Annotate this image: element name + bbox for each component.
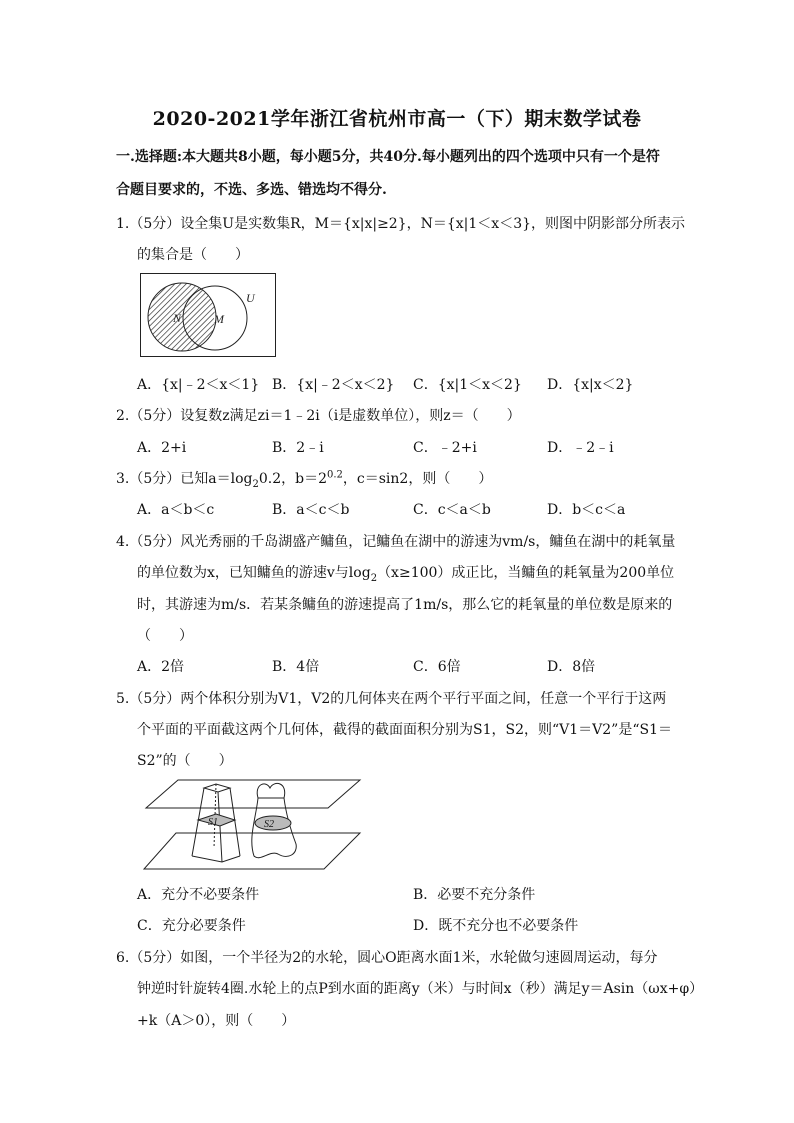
q3-log-base: 2 [252,478,259,490]
q4-log-base: 2 [370,572,378,584]
q5-option-c: C．充分必要条件 [137,918,246,934]
q4-stem-line4: （ ） [137,628,193,644]
q3-stem-part2: 0.2，b＝2 [258,471,327,487]
q1-venn-diagram [140,273,276,357]
q5-stem-line3: S2”的（ ） [137,753,233,769]
q2-option-d: D．﹣2﹣i [547,440,614,456]
section-instruction-line1: 一.选择题:本大题共8小题，每小题5分，共40分.每小题列出的四个选项中只有一个是符 [116,149,660,165]
label-u: U [246,291,255,305]
q4-stem-line3: 时，其游速为m/s．若某条鳙鱼的游速提高了1m/s，那么它的耗氧量的单位数是原来的 [137,597,673,613]
q3-stem-part3: ，c＝sin2，则（ ） [342,471,493,487]
q3-option-b: B．a＜c＜b [272,502,350,518]
q1-option-a: A．{x|﹣2＜x＜1} [137,377,260,393]
q3-stem [116,468,492,490]
q4-line2-part2: （x≥100）成正比，当鳙鱼的耗氧量为200单位 [377,565,675,581]
q3-option-a: A．a＜b＜c [137,502,215,518]
page-title: 2020-2021学年浙江省杭州市高一（下）期末数学试卷 [152,108,642,130]
label-n: N [173,311,182,325]
q5-stem-line2: 个平面的平面截这两个几何体，截得的截面面积分别为S1，S2，则“V1＝V2”是“S1＝ [137,722,672,738]
q6-stem-line2: 钟逆时针旋转4圈.水轮上的点P到水面的距离y（米）与时间x（秒）满足y＝Asin（ωx+φ） [137,981,704,997]
q5-option-b: B．必要不充分条件 [413,887,536,903]
q2-option-c: C．﹣2+i [413,440,477,456]
q5-option-a: A．充分不必要条件 [137,887,260,903]
q2-option-b: B．2﹣i [272,440,324,456]
q4-option-a: A．2倍 [137,659,185,675]
q2-stem: 2.（5分）设复数z满足zi＝1﹣2i（i是虚数单位），则z＝（ ） [116,408,521,424]
q4-stem-line1: 4.（5分）风光秀丽的千岛湖盛产鳙鱼，记鳙鱼在湖中的游速为vm/s，鳙鱼在湖中的耗氧量 [116,534,676,550]
q3-option-d: D．b＜c＜a [547,502,626,518]
label-s1: S1 [208,817,218,828]
q2-option-a: A．2+i [137,440,187,456]
q1-option-c: C．{x|1＜x＜2} [413,377,522,393]
q4-stem-line2 [137,562,674,584]
q1-stem-line2: 的集合是（ ） [137,247,249,263]
q5-parallel-planes-diagram [142,778,362,872]
q3-option-c: C．c＜a＜b [413,502,491,518]
q1-option-b: B．{x|﹣2＜x＜2} [272,377,395,393]
label-s2: S2 [264,819,274,830]
q4-option-b: B．4倍 [272,659,320,675]
q3-stem-part1: 3.（5分）已知a＝log [116,471,253,487]
q1-option-d: D．{x|x＜2} [547,377,634,393]
section-instruction-line2: 合题目要求的，不选、多选、错选均不得分. [116,182,387,198]
q6-stem-line3: +k（A＞0），则（ ） [137,1013,296,1029]
q6-stem-line1: 6.（5分）如图，一个半径为2的水轮，圆心O距离水面1米，水轮做匀速圆周运动，每分 [116,950,658,966]
irregular-solid [252,783,296,857]
top-plane [146,780,360,808]
q4-option-c: C．6倍 [413,659,461,675]
label-m: M [214,312,224,326]
q5-option-d: D．既不充分也不必要条件 [413,918,579,934]
q4-line2-part1: 的单位数为x，已知鳙鱼的游速v与log [137,565,371,581]
q5-stem-line1: 5.（5分）两个体积分别为V1，V2的几何体夹在两个平行平面之间，任意一个平行于这两 [116,691,667,707]
q1-stem-line1: 1.（5分）设全集U是实数集R，M＝{x|x|≥2}，N＝{x|1＜x＜3}，则图中阴影部分所表示 [116,216,686,232]
q4-option-d: D．8倍 [547,659,596,675]
q3-exponent: 0.2 [327,469,343,481]
